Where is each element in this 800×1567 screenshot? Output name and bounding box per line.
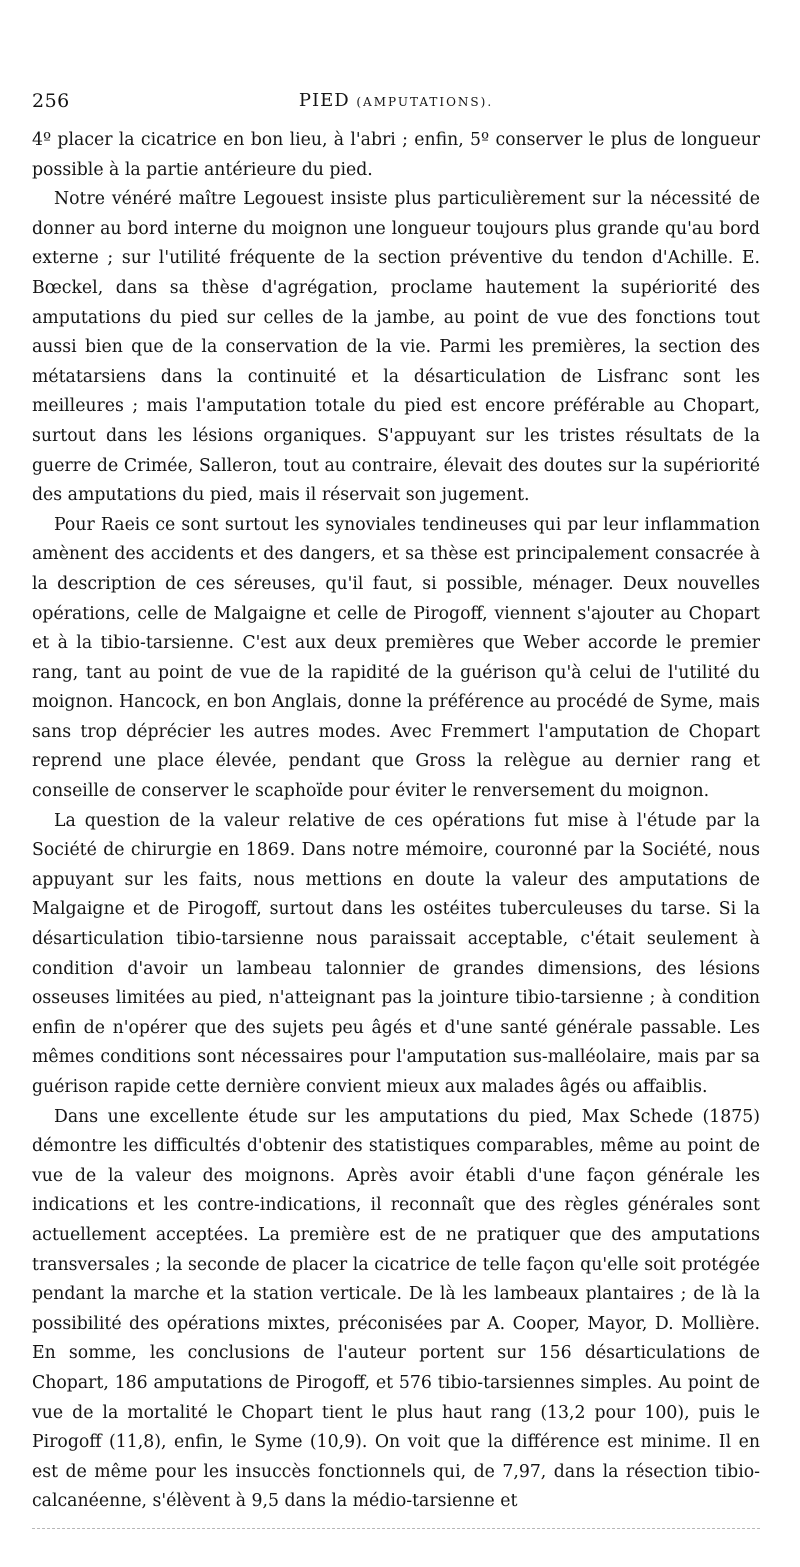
- paragraph: Notre vénéré maître Legouest insiste plus particulièrement sur la nécessité de donner au bord interne du moignon une longueur toujours plus grande qu'au bord externe ; sur l'utilité fréquente de la section préventive du tendon d'Achille. E. Bœckel, dans sa thèse d'agrégation, proclame hautement la supériorité des amputations du pied sur celles de la jambe, au point de vue des fonctions tout aussi bien que de la conservation de la vie. Parmi les premières, la section des métatarsiens dans la continuité et la désarticulation de Lisfranc sont les meilleures ; mais l'amputation totale du pied est encore préférable au Chopart, surtout dans les lésions organiques. S'appuyant sur les tristes résultats de la guerre de Crimée, Salleron, tout au contraire, élevait des doutes sur la supériorité des amputations du pied, mais il réservait son jugement.: [32, 189, 760, 506]
- paragraph: Pour Raeis ce sont surtout les synoviales tendineuses qui par leur inflammation amènent des accidents et des dangers, et sa thèse est principalement consacrée à la description de ces séreuses, qu'il faut, si possible, ménager. Deux nouvelles opérations, celle de Malgaigne et celle de Pirogoff, viennent s'ajouter au Chopart et à la tibio-tarsienne. C'est aux deux premières que Weber accorde le premier rang, tant au point de vue de la rapidité de la guérison qu'à celui de l'utilité du moignon. Hancock, en bon Anglais, donne la préférence au procédé de Syme, mais sans trop déprécier les autres modes. Avec Fremmert l'amputation de Chopart reprend une place élevée, pendant que Gross la relègue au dernier rang et conseille de conserver le scaphoïde pour éviter le renversement du moignon.: [32, 514, 760, 802]
- paragraph: La question de la valeur relative de ces opérations fut mise à l'étude par la Société de chirurgie en 1869. Dans notre mémoire, couronné par la Société, nous appuyant sur les faits, nous mettions en doute la valeur des amputations de Malgaigne et de Pirogoff, surtout dans les ostéites tuberculeuses du tarse. Si la désarticulation tibio-tarsienne nous paraissait acceptable, c'était seulement à condition d'avoir un lambeau talonnier de grandes dimensions, des lésions osseuses limitées au pied, n'atteignant pas la jointure tibio-tarsienne ; à condition enfin de n'opérer que des sujets peu âgés et d'une santé générale passable. Les mêmes conditions sont nécessaires pour l'amputation sus-malléolaire, mais par sa guérison rapide cette dernière convient mieux aux malades âgés ou affaiblis.: [32, 810, 760, 1097]
- paragraph: Dans une excellente étude sur les amputations du pied, Max Schede (1875) démontre les difficultés d'obtenir des statistiques comparables, même au point de vue de la valeur des moignons. Après avoir établi d'une façon générale les indications et les contre-indications, il reconnaît que des règles générales sont actuellement acceptées. La première est de ne pratiquer que des amputations transversales ; la seconde de placer la cicatrice de telle façon qu'elle soit protégée pendant la marche et la station verticale. De là les lambeaux plantaires ; de là la possibilité des opérations mixtes, préconisées par A. Cooper, Mayor, D. Mollière. En somme, les conclusions de l'auteur portent sur 156 désarticulations de Chopart, 186 amputations de Pirogoff, et 576 tibio-tarsiennes simples. Au point de vue de la mortalité le Chopart tient le plus haut rang (13,2 pour 100), puis le Pirogoff (11,8), enfin, le Syme (10,9). On voit que la différence est minime. Il en est de même pour les insuccès fonctionnels qui, de 7,97, dans la résection tibio-calcanéenne, s'élèvent à 9,5 dans la médio-tarsienne et: [32, 1106, 760, 1512]
- running-head: [32, 90, 760, 111]
- body-text: [32, 126, 760, 1517]
- running-head-subtitle: (AMPUTATIONS).: [356, 95, 494, 109]
- document-page: [32, 0, 760, 1567]
- bottom-rule: [32, 1528, 760, 1529]
- running-head-title: PIED: [298, 90, 350, 111]
- page-number: 256: [32, 90, 70, 112]
- paragraph: 4º placer la cicatrice en bon lieu, à l'abri ; enfin, 5º conserver le plus de longueur possible à la partie antérieure du pied.: [32, 130, 760, 180]
- page-header: [32, 90, 760, 120]
